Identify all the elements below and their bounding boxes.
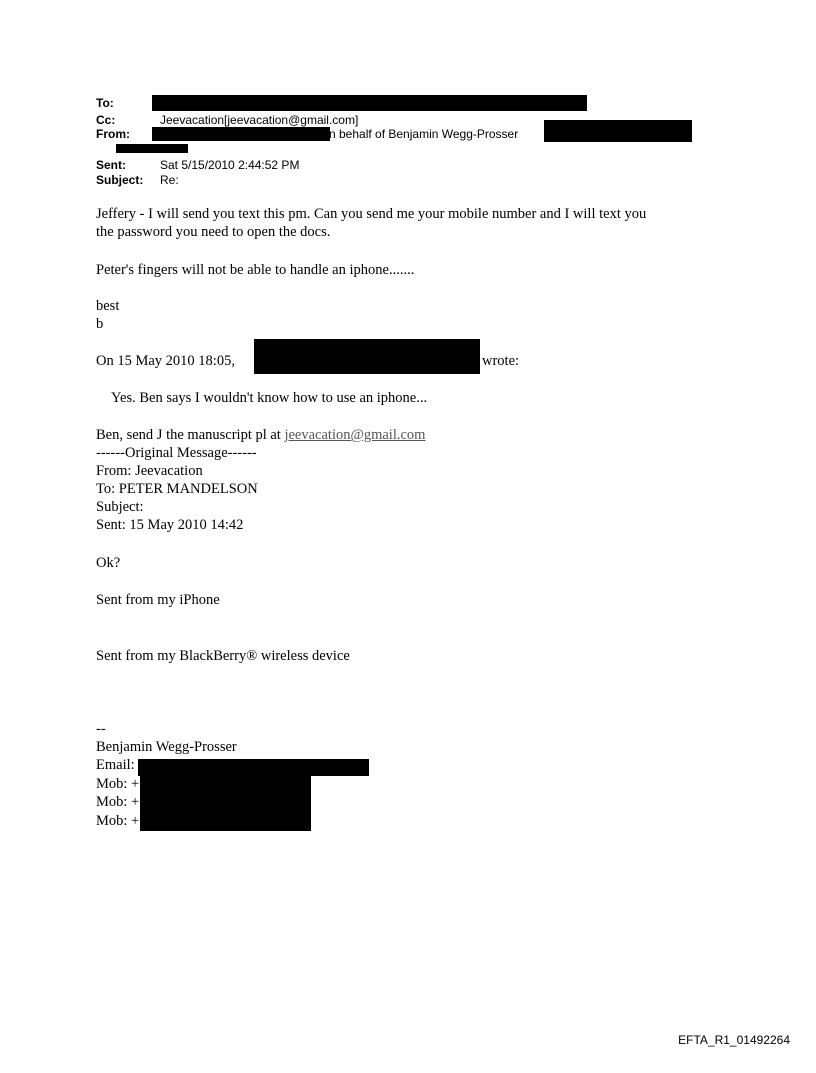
sent-label: Sent:: [96, 158, 126, 172]
document-id: EFTA_R1_01492264: [678, 1033, 790, 1047]
body-para2: Peter's fingers will not be able to handle an iphone.......: [96, 262, 415, 278]
cc-value: Jeevacation[jeevacation@gmail.com]: [160, 113, 359, 127]
orig-from: From: Jeevacation: [96, 463, 203, 479]
blackberry-signature: Sent from my BlackBerry® wireless device: [96, 648, 350, 664]
forward-line: [96, 426, 425, 444]
quote-intro-suffix: wrote:: [482, 353, 520, 369]
to-label: To:: [96, 96, 114, 110]
quote-text: Yes. Ben says I wouldn't know how to use an iphone...: [111, 390, 428, 406]
iphone-signature: Sent from my iPhone: [96, 592, 220, 608]
quote-sender-redaction: [254, 339, 480, 374]
orig-body: Ok?: [96, 555, 121, 571]
signature-mobile-redaction: [140, 776, 311, 831]
signature-mob1: Mob: +: [96, 776, 140, 792]
subject-value: Re:: [160, 173, 179, 187]
quote-intro-prefix: On 15 May 2010 18:05,: [96, 353, 235, 369]
original-message-divider: ------Original Message------: [96, 445, 257, 461]
orig-sent: Sent: 15 May 2010 14:42: [96, 517, 244, 533]
signature-dash: --: [96, 721, 106, 737]
cc-label: Cc:: [96, 113, 116, 127]
forward-line-prefix: Ben, send J the manuscript pl at: [96, 427, 281, 443]
signature-name: Benjamin Wegg-Prosser: [96, 739, 237, 755]
from-value: n behalf of Benjamin Wegg-Prosser: [329, 127, 519, 141]
signature-email-redaction: [138, 759, 369, 776]
body-para1-line2: the password you need to open the docs.: [96, 224, 331, 240]
forward-email-link[interactable]: jeevacation@gmail.com: [284, 427, 426, 443]
to-redaction: [152, 95, 587, 111]
from-redaction-1: [152, 127, 330, 141]
signoff-best: best: [96, 298, 120, 314]
from-redaction-2: [544, 120, 692, 142]
from-label: From:: [96, 127, 130, 141]
signature-mob3: Mob: +: [96, 813, 140, 829]
from-redaction-3: [116, 144, 188, 153]
body-para1-line1: Jeffery - I will send you text this pm. Can you send me your mobile number and I will text you: [96, 206, 647, 222]
signature-mob2: Mob: +: [96, 794, 140, 810]
sent-value: Sat 5/15/2010 2:44:52 PM: [160, 158, 300, 172]
signature-email-label: Email:: [96, 757, 135, 773]
subject-label: Subject:: [96, 173, 144, 187]
orig-to: To: PETER MANDELSON: [96, 481, 258, 497]
orig-subject: Subject:: [96, 499, 144, 515]
signoff-b: b: [96, 316, 104, 332]
